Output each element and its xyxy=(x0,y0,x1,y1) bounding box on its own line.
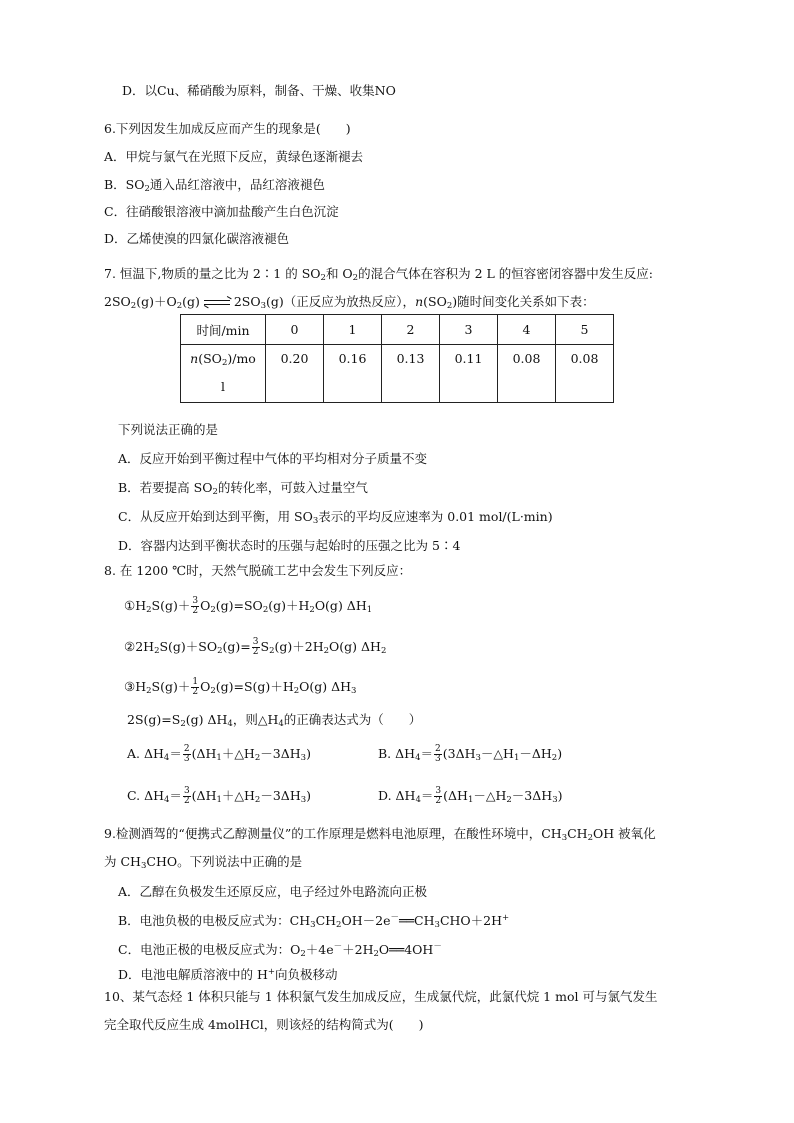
q8-reaction-1: $①H_2S(g)+$ $\frac{3}{2}$ $O_2(g)=SO_2(g)+H_2O(g)$ $\Delta H_1$ xyxy=(124,596,373,616)
table-cell: 0.16 xyxy=(324,345,382,403)
table-cell: 0.20 xyxy=(266,345,324,403)
q7-option-d: D．容器内达到平衡状态时的压强与起始时的压强之比为 5∶4 xyxy=(118,538,461,553)
q7-option-b: B．若要提高 $SO_2$的转化率，可鼓入过量空气 xyxy=(118,480,368,497)
table-row xyxy=(181,345,614,403)
table-cell: 4 xyxy=(498,315,556,345)
q8-reaction-4: $2S(g)=S_2(g)$ $\Delta H_4$，则$\triangle H_4$的正确表达式为（ ） xyxy=(127,712,422,729)
table-header-time: 时间/min xyxy=(181,315,266,345)
q10-stem-line1: 10、某气态烃 1 体积只能与 1 体积氯气发生加成反应，生成氯代烷，此氯代烷 1 mol 可与氯气发生 xyxy=(104,989,658,1004)
table-cell: 0.11 xyxy=(440,345,498,403)
q8-option-b: B. $\Delta H_4=$ $\frac{2}{3}$ $(3\Delta H_3-\triangle H_1-\Delta H_2)$ xyxy=(378,744,563,764)
q8-option-d: D. $\Delta H_4=$ $\frac{3}{2}$ $(\Delta H_1-\triangle H_2-3\Delta H_3)$ xyxy=(378,786,563,806)
q6-option-a: A．甲烷与氯气在光照下反应，黄绿色逐渐褪去 xyxy=(104,149,364,164)
table-cell: 5 xyxy=(556,315,614,345)
q8-stem: 8. 在 1200 ℃时，天然气脱硫工艺中会发生下列反应： xyxy=(104,563,412,578)
q7-lead: 下列说法正确的是 xyxy=(118,422,219,437)
table-cell: 0.08 xyxy=(556,345,614,403)
q8-reaction-2: $②2H_2S(g)+SO_2(g)=$ $\frac{3}{2}$ $S_2(g)+2H_2O(g)$ $\Delta H_2$ xyxy=(124,637,387,657)
table-cell: 1 xyxy=(324,315,382,345)
q6-option-b: B．$SO_2$通入品红溶液中，品红溶液褪色 xyxy=(104,177,325,194)
q7-option-a: A．反应开始到平衡过程中气体的平均相对分子质量不变 xyxy=(118,451,428,466)
table-header-amount: $n(SO_2)/mo$ l xyxy=(181,345,266,403)
q9-option-c: C．电池正极的电极反应式为：$O_2+4e^-+2H_2O══4OH^-$ xyxy=(118,942,442,959)
q7-data-table xyxy=(180,314,614,403)
q6-option-c: C．往硝酸银溶液中滴加盐酸产生白色沉淀 xyxy=(104,204,339,219)
q9-option-a: A．乙醇在负极发生还原反应，电子经过外电路流向正极 xyxy=(118,884,428,899)
q8-option-a: A. $\Delta H_4=$ $\frac{2}{3}$ $(\Delta H_1+\triangle H_2-3\Delta H_3)$ xyxy=(127,744,311,764)
q9-stem-line1: 9.检测酒驾的“便携式乙醇测量仪”的工作原理是燃料电池原理，在酸性环境中，$CH_3CH_2OH$ 被氧化 xyxy=(104,826,656,843)
table-cell: 0.08 xyxy=(498,345,556,403)
table-cell: 3 xyxy=(440,315,498,345)
q9-option-d: D．电池电解质溶液中的 H+向负极移动 xyxy=(118,967,338,982)
q7-stem: 7. 恒温下,物质的量之比为 2∶1 的 $SO_2$和 $O_2$的混合气体在容积为 2 L 的恒容密闭容器中发生反应: xyxy=(104,266,653,283)
table-row xyxy=(181,315,614,345)
q5-option-d: D．以Cu、稀硝酸为原料，制备、干燥、收集NO xyxy=(122,83,396,98)
q7-equation: $2SO_2(g)+O_2(g)$ $2SO_3(g)$（正反应为放热反应），$n(SO_2)$随时间变化关系如下表： xyxy=(104,294,595,311)
q9-option-b: B．电池负极的电极反应式为：$CH_3CH_2OH-2e^-══CH_3CHO+2H^+$ xyxy=(118,913,510,930)
equilibrium-arrow-icon xyxy=(204,298,230,308)
q6-option-d: D．乙烯使溴的四氯化碳溶液褪色 xyxy=(104,231,290,246)
table-cell: 2 xyxy=(382,315,440,345)
q6-stem: 6.下列因发生加成反应而产生的现象是( ) xyxy=(104,121,351,136)
q8-option-c: C. $\Delta H_4=$ $\frac{3}{2}$ $(\Delta H_1+\triangle H_2-3\Delta H_3)$ xyxy=(127,786,312,806)
table-cell: 0.13 xyxy=(382,345,440,403)
q9-stem-line2: 为 $CH_3CHO$。下列说法中正确的是 xyxy=(104,854,303,871)
q8-reaction-3: $③H_2S(g)+$ $\frac{1}{2}$ $O_2(g)=S(g)+H_2O(g)$ $\Delta H_3$ xyxy=(124,677,357,697)
q10-stem-line2: 完全取代反应生成 4molHCl，则该烃的结构简式为( ) xyxy=(104,1017,424,1032)
table-cell: 0 xyxy=(266,315,324,345)
q7-option-c: C．从反应开始到达到平衡，用 $SO_3$表示的平均反应速率为 0.01 mol/(L·min) xyxy=(118,509,553,526)
